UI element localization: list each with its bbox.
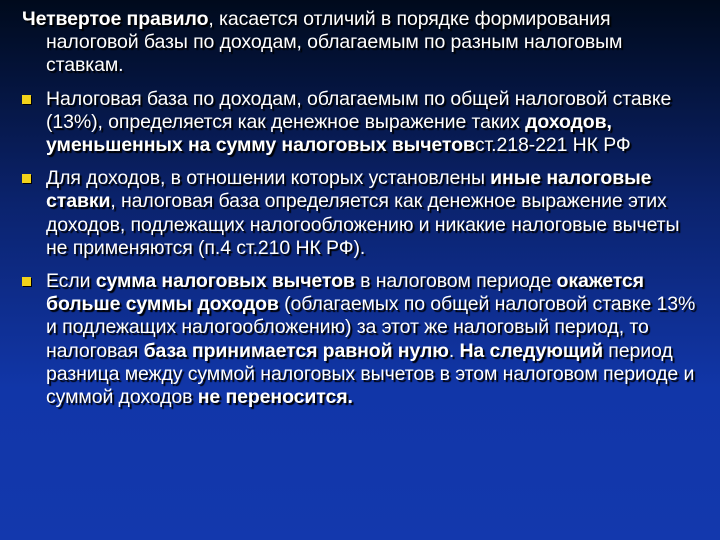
bullet-text: (облагаемых по общей налоговой ставке 13% и подлежащих налогообложению) за этот же налоговый период, то налоговая — [46, 293, 696, 362]
bullet-bold-text: На следующий — [459, 339, 603, 362]
bullet-text: период разница между суммой налоговых вычетов в этом налоговом периоде и суммой доходов — [46, 339, 695, 409]
bullet-text: в налоговом периоде — [354, 270, 557, 293]
bullet-item-other-rates — [22, 167, 702, 260]
bullet-text: . — [448, 339, 460, 362]
bullet-bold-text: иные налоговые ставки — [46, 167, 652, 213]
slide-content — [22, 8, 702, 419]
bullet-bold-text: сумма налоговых вычетов — [95, 270, 355, 293]
bullet-bold-text: окажется больше суммы доходов — [46, 270, 644, 316]
bullet-item-deductions-exceed — [22, 270, 702, 409]
bullet-text: ст.218-221 НК РФ — [474, 134, 631, 157]
bullet-item-general-rate — [22, 88, 702, 158]
intro-paragraph — [22, 8, 702, 78]
square-bullet-icon — [22, 174, 31, 183]
bullet-text: Налоговая база по доходам, облагаемым по общей налоговой ставке (13%), определяется как денежное выражение таких — [46, 87, 672, 133]
bullet-bold-text: не переносится. — [197, 386, 353, 409]
intro-text: , касается отличий в порядке формирования налоговой базы по доходам, облагаемым по разным налоговым ставкам. — [46, 8, 623, 77]
bullet-bold-text: база принимается равной нулю — [143, 339, 449, 362]
square-bullet-icon — [22, 277, 31, 286]
square-bullet-icon — [22, 95, 31, 104]
bullet-text: Для доходов, в отношении которых установлены — [46, 167, 491, 190]
bullet-text: , налоговая база определяется как денежное выражение этих доходов, подлежащих налогообложению и никакие налоговые вычеты не применяются (п.4 ст.210 НК РФ). — [46, 190, 680, 259]
bullet-text: Если — [46, 270, 96, 293]
bullet-bold-text: доходов, уменьшенных на сумму налоговых вычетов — [46, 110, 612, 157]
intro-bold-text: Четвертое правило — [22, 8, 209, 30]
